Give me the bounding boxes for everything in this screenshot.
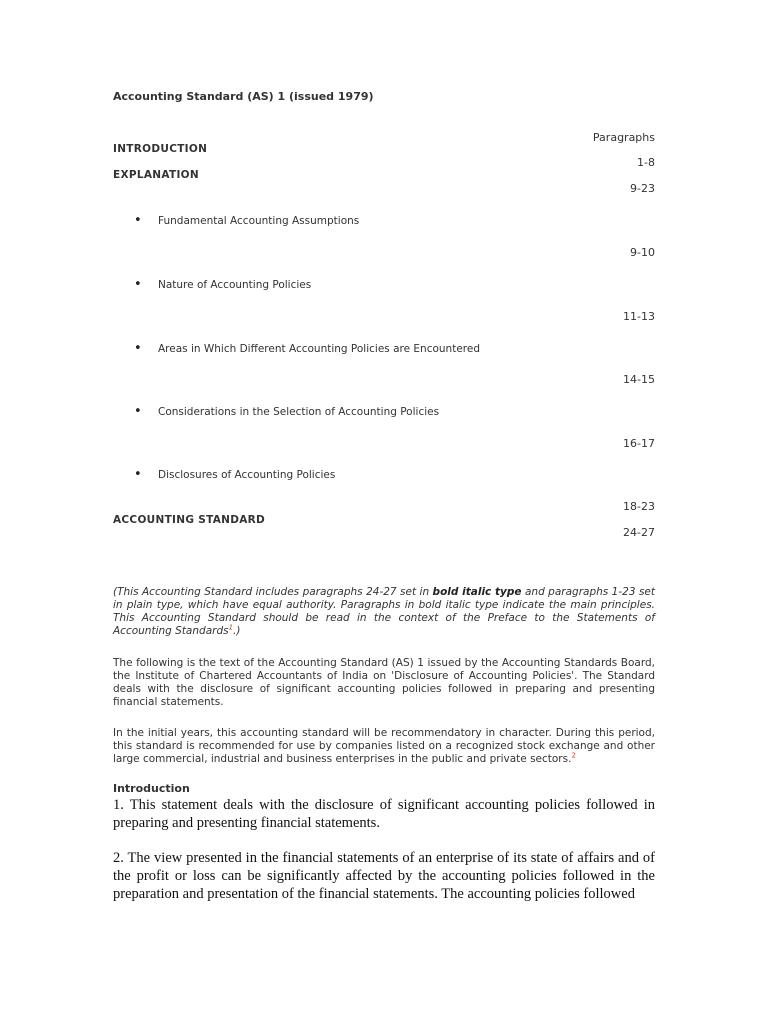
document-title: Accounting Standard (AS) 1 (issued 1979)	[113, 90, 374, 103]
toc-accounting-standard-label: ACCOUNTING STANDARD	[113, 514, 266, 526]
toc-bullet-item: Nature of Accounting Policies	[158, 279, 312, 291]
toc-bullet-range: 16-17	[623, 437, 655, 450]
paragraph-1: 1. This statement deals with the disclosure of significant accounting policies followed in preparing and presenting financial statements.	[113, 797, 655, 831]
toc-bullet-range: 18-23	[623, 500, 655, 513]
bullet-icon: •	[134, 467, 142, 482]
authority-note	[113, 586, 655, 638]
toc-bullet-item: Areas in Which Different Accounting Policies are Encountered	[158, 343, 480, 355]
body-paragraph: The following is the text of the Accounting Standard (AS) 1 issued by the Accounting Standards Board, the Institute of Chartered Accountants of India on 'Disclosure of Accounting Policies'. The Standard deals with the disclosure of significant accounting policies followed in preparing and presenting financial statements.	[113, 657, 655, 708]
note-text: (This Accounting Standard includes paragraphs 24-27 set in	[113, 586, 433, 598]
note-bold-text: bold italic type	[432, 586, 522, 598]
note-text: and paragraphs 1-23 set in plain type, which have equal authority. Paragraphs in bold italic type indicate the main principles. This Accounting Standard should be read in the context of the Preface to the Statements of Accounting Standards	[113, 586, 655, 637]
toc-explanation-range: 9-23	[630, 182, 655, 195]
toc-bullet-range: 11-13	[623, 310, 655, 323]
toc-introduction-range: 1-8	[637, 156, 655, 169]
toc-bullet-item: Disclosures of Accounting Policies	[158, 469, 336, 481]
section-heading: Introduction	[113, 782, 190, 795]
paragraph-2: 2. The view presented in the financial statements of an enterprise of its state of affairs and of the profit or loss can be significantly affected by the accounting policies followed in the preparation and presentation of the financial statements. The accounting policies followed	[113, 850, 655, 902]
toc-bullet-item: Fundamental Accounting Assumptions	[158, 215, 360, 227]
toc-accounting-standard-range: 24-27	[623, 526, 655, 539]
bullet-icon: •	[134, 213, 142, 228]
toc-bullet-range: 14-15	[623, 373, 655, 386]
body-paragraph	[113, 727, 655, 766]
body-paragraph-text: In the initial years, this accounting standard will be recommendatory in character. During this period, this standard is recommended for use by companies listed on a recognized stock exchange and other large commercial, industrial and business enterprises in the public and private sectors.	[113, 727, 655, 765]
toc-bullet-item: Considerations in the Selection of Accounting Policies	[158, 406, 440, 418]
bullet-icon: •	[134, 404, 142, 419]
toc-introduction-label: INTRODUCTION	[113, 143, 208, 155]
bullet-icon: •	[134, 341, 142, 356]
bullet-icon: •	[134, 277, 142, 292]
toc-explanation-label: EXPLANATION	[113, 169, 199, 181]
note-text: .)	[233, 625, 241, 637]
toc-bullet-range: 9-10	[630, 246, 655, 259]
paragraphs-column-header: Paragraphs	[592, 131, 655, 144]
footnote-link[interactable]: 1	[228, 623, 234, 632]
footnote-link[interactable]: 2	[571, 751, 576, 760]
